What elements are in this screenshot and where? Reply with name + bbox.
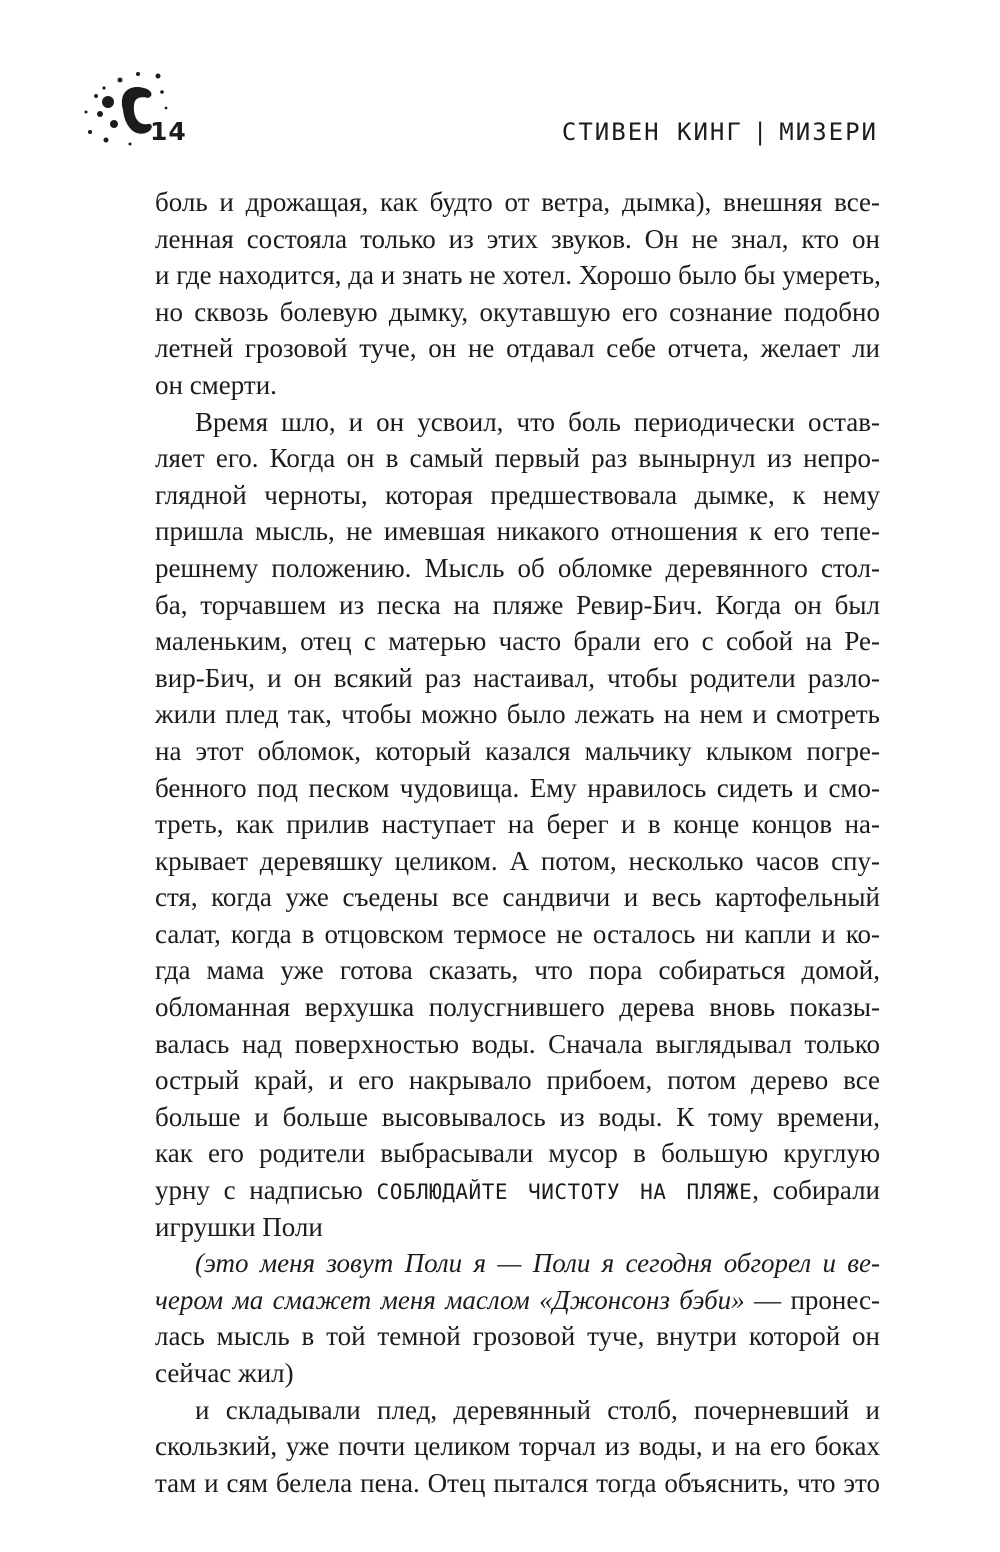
text-fragment: урну с надписью [155, 1175, 363, 1206]
text-line: обломанная верхушка полусгнившего дерева вновь показы- [155, 992, 880, 1023]
text-line-italic: (это меня зовут Поли я — Поли я сегодня обгорел и ве- [195, 1248, 880, 1279]
book-title: МИЗЕРИ [779, 118, 878, 146]
text-line: больше и больше высовывалось из воды. К тому времени, [155, 1101, 880, 1132]
sign-text: СОБЛЮДАЙТЕ ЧИСТОТУ НА ПЛЯЖЕ [376, 1180, 753, 1205]
text-line: и где находится, да и знать не хотел. Хорошо было бы умереть, [155, 260, 881, 291]
text-line: скользкий, уже почти целиком торчал из воды, и на его боках [155, 1431, 880, 1462]
author-name: СТИВЕН КИНГ [561, 118, 743, 146]
text-line: но сквозь болевую дымку, окутавшую его сознание подобно [155, 296, 880, 327]
text-line: лась мысль в той темной грозовой туче, внутри которой он [155, 1321, 880, 1352]
text-line: треть, как прилив наступает на берег и в конце концов на- [155, 809, 880, 840]
text-line: глядной черноты, которая предшествовала дымке, к нему [155, 479, 880, 510]
text-line: боль и дрожащая, как будто от ветра, дымка), внешняя все- [155, 187, 880, 217]
text-line: сейчас жил) [155, 1358, 294, 1388]
text-line: вир-Бич, и он всякий раз настаивал, чтобы родители разло- [155, 662, 880, 693]
text-line: валась над поверхностью воды. Сначала выглядывал только [155, 1028, 880, 1059]
text-line: стя, когда уже съедены все сандвичи и весь картофельный [155, 882, 880, 913]
text-line: ляет его. Когда он в самый первый раз вынырнул из непро- [155, 443, 880, 474]
text-line: салат, когда в отцовском термосе не осталось ни капли и ко- [155, 918, 880, 949]
text-fragment: — пронес- [744, 1284, 881, 1315]
text-line: на этот обломок, который казался мальчику клыком погре- [155, 735, 880, 766]
body-text [155, 184, 880, 1501]
text-line: Время шло, и он усвоил, что боль периодически остав- [195, 406, 880, 437]
text-line: он смерти. [155, 369, 277, 400]
text-line: летней грозовой туче, он не отдавал себе отчета, желает ли [155, 333, 880, 364]
text-line: игрушки Поли [155, 1211, 323, 1242]
text-line: острый край, и его накрывало прибоем, потом дерево все [155, 1065, 880, 1096]
text-line: крывает деревяшку целиком. А потом, несколько часов спу- [155, 845, 880, 876]
text-line-with-sign [155, 1172, 880, 1209]
text-line: жили плед так, чтобы можно было лежать на нем и смотреть [155, 699, 880, 730]
italic-fragment: чером ма смажет меня маслом «Джонсонз бэби» [155, 1284, 745, 1315]
text-line: маленьким, отец с матерью часто брали его с собой на Ре- [155, 626, 880, 657]
text-line: бенного под песком чудовища. Ему нравилось сидеть и смо- [155, 772, 880, 803]
text-line: гда мама уже готова сказать, что пора собираться домой, [155, 955, 880, 986]
text-line: решнему положению. Мысль об обломке деревянного стол- [155, 552, 880, 583]
text-line-mixed [155, 1282, 880, 1319]
text-line: ленная состояла только из этих звуков. Он не знал, кто он [155, 223, 880, 254]
text-line: и складывали плед, деревянный столб, почерневший и [195, 1394, 880, 1425]
header-separator: | [752, 118, 770, 146]
text-line: как его родители выбрасывали мусор в большую круглую [155, 1138, 880, 1169]
running-head [562, 118, 878, 146]
text-line: пришла мысль, не имевшая никакого отношения к его тепе- [155, 516, 880, 547]
text-line: там и сям белела пена. Отец пытался тогда объяснить, что это [155, 1467, 880, 1498]
page-number: 14 [150, 117, 187, 146]
text-fragment: , собирали [752, 1175, 880, 1206]
text-line: ба, торчавшем из песка на пляже Ревир-Бич. Когда он был [155, 589, 880, 620]
